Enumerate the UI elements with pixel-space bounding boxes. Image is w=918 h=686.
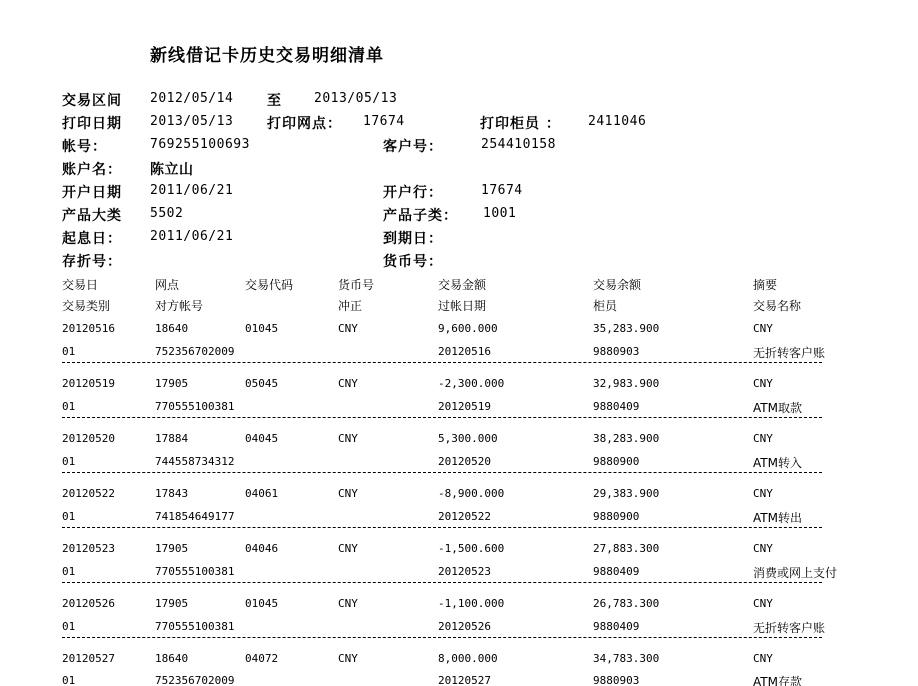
counter-account: 752356702009 [155, 674, 235, 686]
open-branch: 17674 [481, 183, 523, 198]
teller: 9880409 [593, 620, 640, 633]
product-subclass-label: 产品子类： [383, 208, 458, 224]
record-divider [62, 362, 822, 363]
col-balance: 交易余额 [593, 278, 642, 292]
maturity-label: 到期日： [383, 231, 443, 247]
counter-account: 770555100381 [155, 400, 235, 413]
trade-date: 20120522 [62, 487, 115, 500]
trade-currency: CNY [338, 542, 358, 555]
currency-label: 货币号： [383, 254, 443, 270]
account-no-label: 帐号： [62, 139, 107, 155]
trade-branch: 17843 [155, 487, 189, 500]
trade-name: 无折转客户账 [753, 621, 826, 635]
teller: 9880903 [593, 345, 640, 358]
col-reversal: 冲正 [338, 299, 363, 313]
account-name: 陈立山 [150, 162, 194, 178]
teller: 9880900 [593, 455, 640, 468]
passbook-label: 存折号： [62, 254, 122, 270]
col-summary: 摘要 [753, 278, 778, 292]
trade-amount: 8,000.000 [438, 652, 498, 665]
trade-amount: -2,300.000 [438, 377, 505, 390]
trade-date: 20120527 [62, 652, 115, 665]
trade-amount: -8,900.000 [438, 487, 505, 500]
trade-summary: CNY [753, 377, 773, 390]
trade-balance: 34,783.300 [593, 652, 660, 665]
product-subclass: 1001 [483, 206, 517, 221]
trade-branch: 17905 [155, 377, 189, 390]
document-title: 新线借记卡历史交易明细清单 [150, 46, 384, 66]
trade-category: 01 [62, 400, 76, 413]
transaction-record [0, 652, 918, 686]
transaction-record [0, 432, 918, 487]
post-date: 20120523 [438, 565, 491, 578]
col-counter-account: 对方帐号 [155, 299, 204, 313]
trade-code: 04045 [245, 432, 279, 445]
col-trade-name: 交易名称 [753, 299, 802, 313]
trade-balance: 27,883.300 [593, 542, 660, 555]
transaction-record [0, 377, 918, 432]
trade-balance: 29,383.900 [593, 487, 660, 500]
customer-no-label: 客户号： [383, 139, 443, 155]
product-class: 5502 [150, 206, 184, 221]
post-date: 20120520 [438, 455, 491, 468]
open-date: 2011/06/21 [150, 183, 234, 198]
trade-currency: CNY [338, 652, 358, 665]
trade-summary: CNY [753, 652, 773, 665]
trade-currency: CNY [338, 597, 358, 610]
trade-date: 20120526 [62, 597, 115, 610]
trade-category: 01 [62, 565, 76, 578]
trade-summary: CNY [753, 542, 773, 555]
trade-code: 01045 [245, 322, 279, 335]
trade-category: 01 [62, 674, 76, 686]
open-date-label: 开户日期 [62, 185, 122, 201]
trade-branch: 17905 [155, 542, 189, 555]
col-teller: 柜员 [593, 299, 618, 313]
record-divider [62, 417, 822, 418]
trade-branch: 18640 [155, 322, 189, 335]
trade-currency: CNY [338, 487, 358, 500]
period-from: 2012/05/14 [150, 91, 234, 106]
trade-summary: CNY [753, 597, 773, 610]
trade-code: 04072 [245, 652, 279, 665]
trade-balance: 32,983.900 [593, 377, 660, 390]
trade-code: 04061 [245, 487, 279, 500]
trade-code: 05045 [245, 377, 279, 390]
trade-balance: 26,783.300 [593, 597, 660, 610]
print-teller-label: 打印柜员 ： [480, 116, 561, 132]
counter-account: 770555100381 [155, 620, 235, 633]
trade-branch: 17905 [155, 597, 189, 610]
period-to-label: 至 [267, 93, 282, 109]
record-divider [62, 527, 822, 528]
print-teller: 2411046 [588, 114, 647, 129]
customer-no: 254410158 [481, 137, 556, 152]
counter-account: 744558734312 [155, 455, 235, 468]
trade-summary: CNY [753, 487, 773, 500]
product-class-label: 产品大类 [62, 208, 122, 224]
trade-name: ATM转入 [753, 456, 802, 470]
trade-branch: 17884 [155, 432, 189, 445]
teller: 9880900 [593, 510, 640, 523]
col-amount: 交易金额 [438, 278, 487, 292]
trade-category: 01 [62, 345, 76, 358]
col-trade-category: 交易类别 [62, 299, 111, 313]
col-branch: 网点 [155, 278, 180, 292]
counter-account: 741854649177 [155, 510, 235, 523]
trade-currency: CNY [338, 322, 358, 335]
trade-summary: CNY [753, 322, 773, 335]
trade-category: 01 [62, 510, 76, 523]
post-date: 20120516 [438, 345, 491, 358]
trade-balance: 38,283.900 [593, 432, 660, 445]
trade-currency: CNY [338, 432, 358, 445]
post-date: 20120527 [438, 674, 491, 686]
post-date: 20120526 [438, 620, 491, 633]
open-branch-label: 开户行： [383, 185, 443, 201]
counter-account: 752356702009 [155, 345, 235, 358]
trade-amount: -1,500.600 [438, 542, 505, 555]
print-date: 2013/05/13 [150, 114, 234, 129]
interest-start-label: 起息日： [62, 231, 122, 247]
teller: 9880409 [593, 565, 640, 578]
trade-summary: CNY [753, 432, 773, 445]
print-branch: 17674 [363, 114, 405, 129]
trade-code: 04046 [245, 542, 279, 555]
account-no: 769255100693 [150, 137, 250, 152]
col-trade-date: 交易日 [62, 278, 99, 292]
interest-start: 2011/06/21 [150, 229, 234, 244]
trade-name: ATM存款 [753, 675, 802, 686]
period-to: 2013/05/13 [314, 91, 398, 106]
trade-date: 20120523 [62, 542, 115, 555]
account-name-label: 账户名： [62, 162, 122, 178]
trade-currency: CNY [338, 377, 358, 390]
trade-date: 20120516 [62, 322, 115, 335]
transaction-record [0, 542, 918, 597]
transaction-record [0, 597, 918, 652]
trade-amount: -1,100.000 [438, 597, 505, 610]
trade-category: 01 [62, 620, 76, 633]
trade-amount: 9,600.000 [438, 322, 498, 335]
trade-name: ATM取款 [753, 401, 802, 415]
print-date-label: 打印日期 [62, 116, 122, 132]
trade-name: ATM转出 [753, 511, 802, 525]
trade-date: 20120519 [62, 377, 115, 390]
col-currency: 货币号 [338, 278, 375, 292]
trade-balance: 35,283.900 [593, 322, 660, 335]
counter-account: 770555100381 [155, 565, 235, 578]
col-post-date: 过帐日期 [438, 299, 487, 313]
teller: 9880903 [593, 674, 640, 686]
trade-date: 20120520 [62, 432, 115, 445]
record-divider [62, 637, 822, 638]
post-date: 20120519 [438, 400, 491, 413]
record-divider [62, 472, 822, 473]
trade-amount: 5,300.000 [438, 432, 498, 445]
transaction-record [0, 322, 918, 377]
trade-name: 消费或网上支付 [753, 566, 838, 580]
col-trade-code: 交易代码 [245, 278, 294, 292]
trade-code: 01045 [245, 597, 279, 610]
transaction-record [0, 487, 918, 542]
post-date: 20120522 [438, 510, 491, 523]
period-label: 交易区间 [62, 93, 122, 109]
teller: 9880409 [593, 400, 640, 413]
trade-branch: 18640 [155, 652, 189, 665]
trade-name: 无折转客户账 [753, 346, 826, 360]
trade-category: 01 [62, 455, 76, 468]
print-branch-label: 打印网点： [267, 116, 342, 132]
record-divider [62, 582, 822, 583]
